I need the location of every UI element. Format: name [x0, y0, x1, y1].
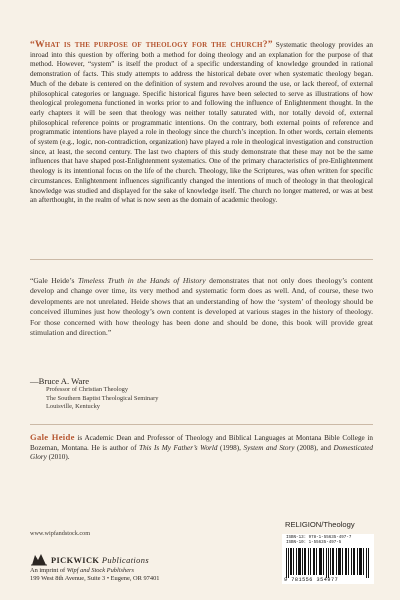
endorser-name: —Bruce A. Ware — [30, 376, 90, 386]
divider-bottom — [30, 424, 373, 425]
endorser-location: Louisville, Kentucky — [46, 403, 100, 411]
publisher-name-suffix: Publications — [101, 555, 149, 565]
bio-text-3: (2008), and — [294, 443, 334, 452]
bio-book-3: Domesticated Glory — [30, 443, 374, 462]
isbn-barcode-block — [282, 534, 374, 584]
bio-book-2: System and Story — [243, 443, 295, 452]
imprint-prefix: An imprint of — [30, 567, 67, 574]
endorser-block — [30, 376, 330, 412]
endorser-institution: The Southern Baptist Theological Seminary — [46, 394, 159, 402]
barcode-icon — [286, 548, 370, 578]
description-lead-question: “What is the purpose of theology for the church?” — [30, 39, 273, 50]
isbn-13: ISBN-13: 978-1-55635-497-7 — [286, 536, 352, 540]
endorsement-book-title: Timeless Truth in the Hands of History — [78, 276, 206, 285]
publisher-block — [30, 553, 260, 583]
bio-text-2: (1998), — [217, 443, 244, 452]
publisher-address: 199 West 8th Avenue, Suite 3 • Eugene, OR 97401 — [30, 575, 160, 582]
author-name: Gale Heide — [30, 432, 75, 442]
bio-text-1: is Academic Dean and Professor of Theology and Biblical Languages at Montana Bible College in Bozeman, Montana. He is author of — [30, 434, 373, 452]
author-bio — [30, 433, 373, 463]
publisher-name — [51, 556, 149, 565]
endorsement-quote — [30, 276, 373, 338]
imprint-line — [30, 567, 260, 575]
description-body: Systematic theology provides an inroad into this question by offering both a method for doing theology and an explanation for the purpose of that method. However, “system” is itself the product of a specific understanding of knowledge grounded in rational demonstration of facts. This study attempts to address the historical debate over when systematic theology began. Much of the debate is centered on the definition of system and revolves around the use, or lack thereof, of external philosophical categories or language. Specific historical figures have been selected to serve as illustrations of how theological prolegomena functioned in works prior to and following the influence of Enlightenment thought. In the early chapters it will be seen that theology was neither totally saturated with, nor totally devoid of, external philosophical reference points or programmatic intentions. On the contrary, both external points of reference and programmatic intentions have played a role in theology since the church’s inception. In other words, certain elements of system (e.g., logic, non-contradiction, organization) have played a role in theological investigation and construction since, at least, the second century. The last two chapters of this study demonstrate that these may not be the same influences that have shaped post-Enlightenment systematics. One of the primary characteristics of pre-Enlightenment theology is its intentional focus on the life of the church. Theology, like the Scriptures, was often written for specific circumstances. Enlightenment influences significantly changed the intentions of much of theology in that theological knowledge was studied and displayed for the sake of knowledge itself. The church no longer mattered, or was at best an afterthought, in the realm of what is now seen as the domain of academic theology. — [30, 41, 374, 205]
book-description — [30, 40, 373, 206]
publisher-website: www.wipfandstock.com — [30, 530, 91, 537]
isbn-10: ISBN-10: 1-55635-497-5 — [286, 541, 342, 545]
pickwick-logo-icon — [30, 553, 48, 567]
barcode-number: 9 781556 354977 — [284, 577, 339, 583]
bio-book-1: This Is My Father’s World — [139, 443, 218, 452]
publisher-name-main: PICKWICK — [51, 555, 100, 565]
subject-category: RELIGION/Theology — [285, 520, 355, 529]
bio-text-4: (2010). — [46, 453, 70, 462]
endorser-role: Professor of Christian Theology — [46, 386, 129, 393]
endorsement-text-rest: demonstrates that not only does theology’s content develop and change over time, its very method and systematic form does as well. And, of course, these two developments are not unrelated. Heide shows that an understanding of how the ‘system’ of theology should be conceived illumines just how theology’s own content is developed at various stages in the history of theology. For those concerned with how theology has been done and should be done, this book will provide great stimulation and direction.” — [30, 276, 374, 338]
endorsement-text-start: “Gale Heide’s — [30, 276, 78, 285]
imprint-name: Wipf and Stock Publishers — [66, 567, 135, 574]
divider-top — [30, 259, 373, 260]
